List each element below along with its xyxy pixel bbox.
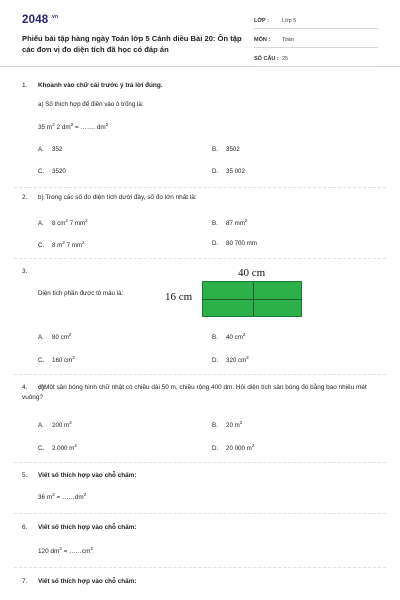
q2-option-b[interactable]: B. 87 $mm^2$: [212, 218, 248, 228]
question-6-heading: 6. Viết số thích hợp vào chỗ chấm:: [22, 524, 137, 531]
divider: [14, 513, 386, 514]
q2-option-d[interactable]: D. 80 700 mm: [212, 240, 257, 247]
q4-option-b[interactable]: B. 20 $m^2$: [212, 420, 243, 430]
question-2-heading: 2. b) Trong các số đo diện tích dưới đây, số đo lớn nhất là:: [22, 194, 197, 201]
meta-info: [254, 14, 378, 71]
question-4-text: 4. d)Một sân bóng hình chữ nhật có chiều dài 50 m, chiều rộng 400 dm. Hỏi diện tích sân bóng đó bằng bao nhiêu mét vuông?: [22, 384, 367, 401]
divider: [14, 462, 386, 463]
q3-option-d[interactable]: D. 320 $cm^2$: [212, 355, 249, 365]
question-3-text: Diện tích phần được tô màu là:: [38, 290, 124, 297]
meta-count: SỐ CÂU : 25: [254, 52, 378, 67]
q2-option-a[interactable]: A. 8 $cm^2$ 7 $mm^2$: [38, 218, 88, 228]
divider: [14, 258, 386, 259]
site-logo[interactable]: 2048 $^{.vn}$: [22, 14, 59, 26]
question-3-number: 3.: [22, 268, 28, 275]
header: [0, 0, 400, 67]
question-7-heading: 7. Viết số thích hợp vào chỗ chấm:: [22, 578, 137, 585]
rectangle-vertical-divider: [253, 282, 254, 316]
q4-option-a[interactable]: A. 200 $m^2$: [38, 420, 72, 430]
question-1a-text: a) Số thích hợp để điền vào ô trống là:: [38, 101, 144, 108]
q3-option-b[interactable]: B. 40 $cm^2$: [212, 332, 246, 342]
height-label: 16 cm: [165, 291, 193, 303]
q1-option-a[interactable]: A. 352: [38, 146, 63, 153]
q3-option-a[interactable]: A. 80 $cm^2$: [38, 332, 72, 342]
q4-option-c[interactable]: C. 2 000 $m^2$: [38, 443, 77, 453]
divider: [14, 187, 386, 188]
question-1a-expression: 35 $m^2$ 2 $dm^2$ = ……. $dm^2$: [38, 122, 109, 132]
q4-option-d[interactable]: D. 20 000 $m^2$: [212, 443, 255, 453]
q1-option-c[interactable]: C. 3520: [38, 168, 66, 175]
question-5-heading: 5. Viết số thích hợp vào chỗ chấm:: [22, 472, 137, 479]
question-5-expression: 36 $m^2$ = $\dots\dots dm^2$: [38, 492, 87, 502]
q3-option-c[interactable]: C. 160 $cm^2$: [38, 355, 75, 365]
divider: [14, 567, 386, 568]
question-1-heading: 1. Khoanh vào chữ cái trước ý trả lời đúng.: [22, 82, 163, 89]
q2-option-c[interactable]: C. 8 $m^2$ 7 $mm^2$: [38, 240, 85, 250]
shaded-rectangle: [202, 281, 302, 317]
divider: [14, 374, 386, 375]
rectangle-horizontal-divider: [203, 299, 301, 300]
q1-option-b[interactable]: B. 3502: [212, 146, 240, 153]
width-label: 40 cm: [238, 267, 266, 279]
meta-class: LỚP : Lớp 5: [254, 14, 378, 29]
q1-option-d[interactable]: D. 35 002: [212, 168, 245, 175]
page-title: Phiếu bài tập hàng ngày Toán lớp 5 Cánh diều Bài 20: Ôn tập các đơn vị đo diện tích đã học có đáp án: [22, 34, 242, 54]
meta-subject: MÔN : Toán: [254, 33, 378, 48]
question-6-expression: 120 $dm^2$ = $\dots\dots cm^2$: [38, 546, 93, 556]
